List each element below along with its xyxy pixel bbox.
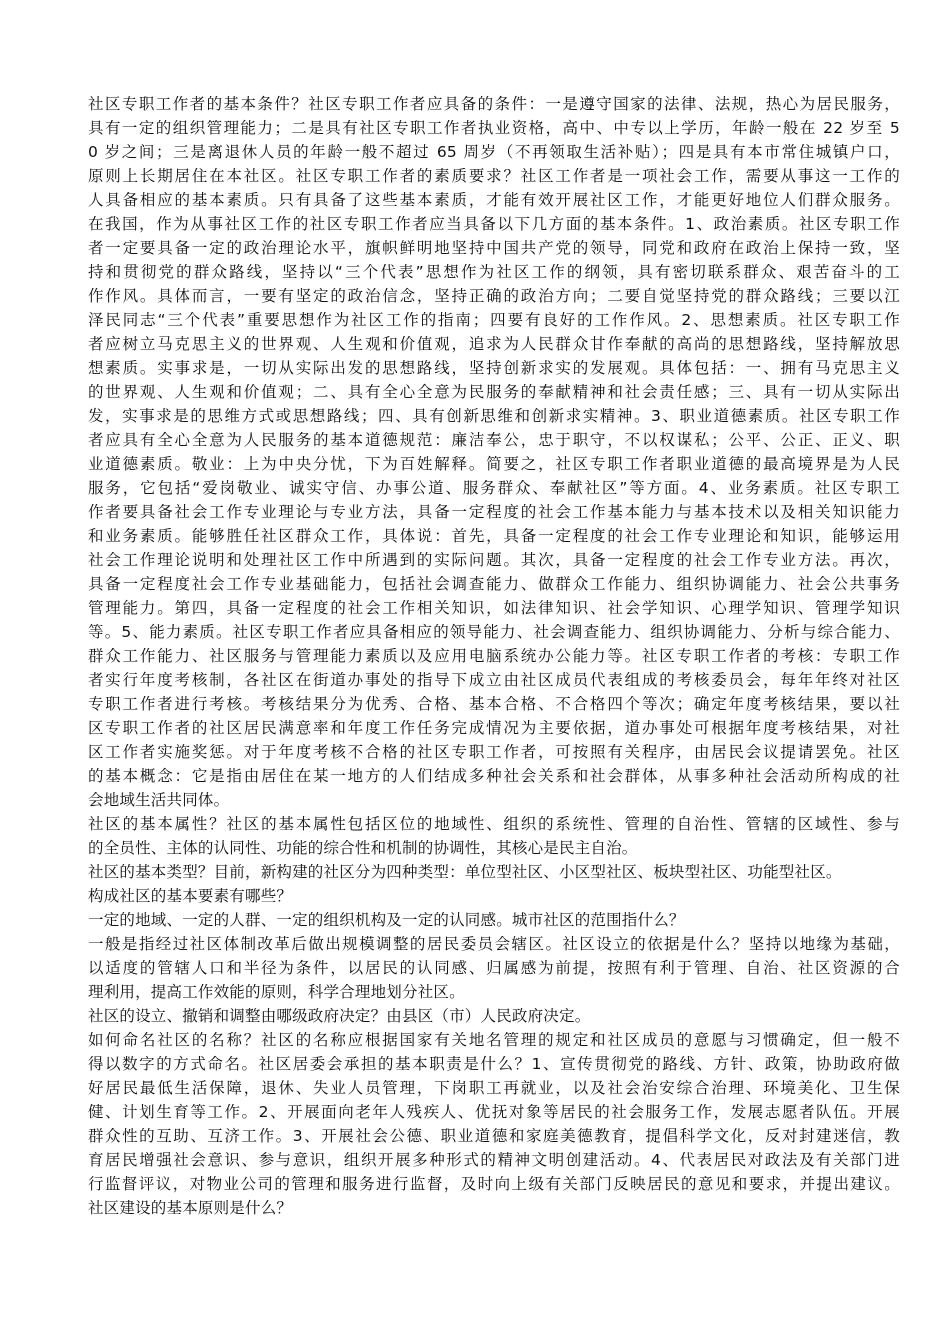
- text-line: 者应树立马克思主义的世界观、人生观和价值观，追求为人民群众甘作奉献的高尚的思想路线，坚持解放思: [88, 335, 900, 353]
- text-line: 的全员性、主体的认同性、功能的综合性和机制的协调性，其核心是民主自治。: [88, 839, 638, 857]
- text-line: 具有一定的组织管理能力；二是具有社区专职工作者执业资格，高中、中专以上学历，年龄一般在 22 岁至 5: [88, 119, 900, 137]
- text-line: 持和贯彻党的群众路线，坚持以“三个代表”思想作为社区工作的纲领，具有密切联系群众、艰苦奋斗的工: [88, 263, 900, 281]
- text-line: 作者要具备社会工作专业理论与专业方法，具备一定程度的社会工作基本能力与基本技术以及相关知识能力: [88, 503, 900, 521]
- text-line: 和业务素质。能够胜任社区群众工作，具体说：首先，具备一定程度的社会工作专业理论和知识，能够运用: [88, 527, 900, 545]
- text-line: 健、计划生育等工作。2、开展面向老年人残疾人、优抚对象等居民的社会服务工作，发展志愿者队伍。开展: [88, 1103, 900, 1121]
- text-line: 育居民增强社会意识、参与意识，组织开展多种形式的精神文明创建活动。4、代表居民对政法及有关部门进: [88, 1151, 900, 1169]
- text-line: 理利用，提高工作效能的原则，科学合理地划分社区。: [88, 983, 465, 1001]
- text-line: 等。5、能力素质。社区专职工作者应具备相应的领导能力、社会调查能力、组织协调能力、分析与综合能力、: [88, 623, 900, 641]
- text-line: 的基本概念：它是指由居住在某一地方的人们结成多种社会关系和社会群体，从事多种社会活动所构成的社: [88, 767, 900, 785]
- text-line: 会地域生活共同体。: [88, 791, 230, 809]
- text-line: 社区的设立、撤销和调整由哪级政府决定？由县区（市）人民政府决定。: [88, 1007, 591, 1025]
- text-line: 0 岁之间；三是离退休人员的年龄一般不超过 65 周岁（不再领取生活补贴）；四是具有本市常住城镇户口，: [88, 143, 900, 161]
- text-line: 者一定要具备一定的政治理论水平，旗帜鲜明地坚持中国共产党的领导，同党和政府在政治上保持一致，坚: [88, 239, 900, 257]
- text-line: 社区建设的基本原则是什么？: [88, 1199, 293, 1217]
- text-line: 群众工作能力、社区服务与管理能力素质以及应用电脑系统办公能力等。社区专职工作者的考核：专职工作: [88, 647, 900, 665]
- text-line: 群众性的互助、互济工作。3、开展社会公德、职业道德和家庭美德教育，提倡科学文化，反对封建迷信，教: [88, 1127, 900, 1145]
- text-line: 区专职工作者的社区居民满意率和年度工作任务完成情况为主要依据，道办事处可根据年度考核结果，对社: [88, 719, 900, 737]
- text-line: 社区专职工作者的基本条件？社区专职工作者应具备的条件：一是遵守国家的法律、法规，热心为居民服务，: [88, 95, 900, 113]
- text-line: 想素质。实事求是，一切从实际出发的思想路线，坚持创新求实的发展观。具体包括：一、拥有马克思主义: [88, 359, 900, 377]
- text-line: 业道德素质。敬业：上为中央分忧，下为百姓解释。简要之，社区专职工作者职业道德的最高境界是为人民: [88, 455, 900, 473]
- text-line: 作作风。具体而言，一要有坚定的政治信念，坚持正确的政治方向；二要自觉坚持党的群众路线；三要以江: [88, 287, 900, 305]
- text-line: 具备一定程度社会工作专业基础能力，包括社会调查能力、做群众工作能力、组织协调能力、社会公共事务: [88, 575, 900, 593]
- text-line: 构成社区的基本要素有哪些？: [88, 887, 293, 905]
- text-line: 泽民同志“三个代表”重要思想作为社区工作的指南；四要有良好的工作作风。2、思想素质。社区专职工作: [88, 311, 900, 329]
- text-line: 社区的基本类型？目前，新构建的社区分为四种类型：单位型社区、小区型社区、板块型社区、功能型社区。: [88, 863, 842, 881]
- text-line: 人具备相应的基本素质。只有具备了这些基本素质，才能有效开展社区工作，才能更好地位人们群众服务。: [88, 191, 900, 209]
- text-line: 一定的地域、一定的人群、一定的组织机构及一定的认同感。城市社区的范围指什么？: [88, 911, 685, 929]
- document-body: [88, 92, 900, 1220]
- text-line: 以适度的管辖人口和半径为条件，以居民的认同感、归属感为前提，按照有利于管理、自治、社区资源的合: [88, 959, 900, 977]
- text-line: 原则上长期居住在本社区。社区专职工作者的素质要求？社区工作者是一项社会工作，需要从事这一工作的: [88, 167, 900, 185]
- text-line: 如何命名社区的名称？社区的名称应根据国家有关地名管理的规定和社区成员的意愿与习惯确定，但一般不: [88, 1031, 900, 1049]
- text-line: 的世界观、人生观和价值观；二、具有全心全意为民服务的奉献精神和社会责任感；三、具有一切从实际出: [88, 383, 900, 401]
- text-line: 在我国，作为从事社区工作的社区专职工作者应当具备以下几方面的基本条件。1、政治素质。社区专职工作: [88, 215, 900, 233]
- text-line: 行监督评议，对物业公司的管理和服务进行监督，及时向上级有关部门反映居民的意见和要求，并提出建议。: [88, 1175, 900, 1193]
- text-line: 发，实事求是的思维方式或思想路线；四、具有创新思维和创新求实精神。3、职业道德素质。社区专职工作: [88, 407, 900, 425]
- text-line: 管理能力。第四，具备一定程度的社会工作相关知识，如法律知识、社会学知识、心理学知识、管理学知识: [88, 599, 900, 617]
- text-line: 服务，它包括“爱岗敬业、诚实守信、办事公道、服务群众、奉献社区”等方面。4、业务素质。社区专职工: [88, 479, 900, 497]
- text-line: 者应具有全心全意为人民服务的基本道德规范：廉洁奉公，忠于职守，不以权谋私；公平、公正、正义、职: [88, 431, 900, 449]
- text-line: 一般是指经过社区体制改革后做出规模调整的居民委员会辖区。社区设立的依据是什么？坚持以地缘为基础，: [88, 935, 900, 953]
- text-line: 社会工作理论说明和处理社区工作中所遇到的实际问题。其次，具备一定程度的社会工作专业方法。再次，: [88, 551, 900, 569]
- text-line: 社区的基本属性？社区的基本属性包括区位的地域性、组织的系统性、管理的自治性、管辖的区域性、参与: [88, 815, 900, 833]
- text-line: 区工作者实施奖惩。对于年度考核不合格的社区专职工作者，可按照有关程序，由居民会议提请罢免。社区: [88, 743, 900, 761]
- text-line: 得以数字的方式命名。社区居委会承担的基本职责是什么？1、宣传贯彻党的路线、方针、政策，协助政府做: [88, 1055, 900, 1073]
- text-line: 专职工作者进行考核。考核结果分为优秀、合格、基本合格、不合格四个等次；确定年度考核结果，要以社: [88, 695, 900, 713]
- text-line: 好居民最低生活保障，退休、失业人员管理，下岗职工再就业，以及社会治安综合治理、环境美化、卫生保: [88, 1079, 900, 1097]
- text-line: 者实行年度考核制，各社区在街道办事处的指导下成立由社区成员代表组成的考核委员会，每年年终对社区: [88, 671, 900, 689]
